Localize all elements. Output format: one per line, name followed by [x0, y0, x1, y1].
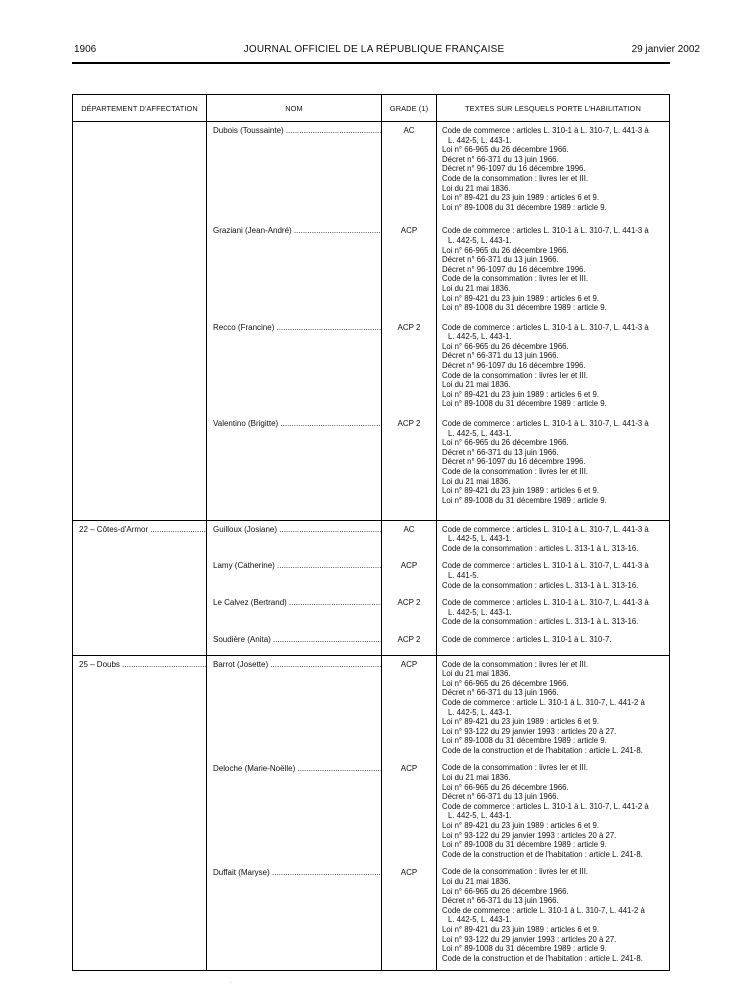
legal-text-line: L. 442-5, L. 443-1.	[448, 332, 512, 342]
legal-text-line: Code de la consommation : articles L. 313-1 à L. 313-16.	[442, 580, 639, 590]
legal-text-line: Loi n° 66-965 du 26 décembre 1966.	[442, 341, 569, 351]
legal-text-line: L. 442-5, L. 443-1.	[448, 707, 512, 717]
legal-text-line: Code de la consommation : livres Ier et III.	[442, 763, 589, 773]
legal-text-line: Loi n° 89-421 du 23 juin 1989 : articles 6 et 9.	[442, 389, 599, 399]
legal-text-line: Loi du 21 mai 1836.	[442, 773, 511, 783]
grade-value: ACP 2	[397, 598, 421, 608]
entry-spacer	[442, 859, 665, 867]
person-name: Guilloux (Josiane) .....	[207, 525, 381, 562]
department-cell	[73, 122, 207, 521]
grade-value: ACP 2	[397, 419, 421, 429]
person-name: Soudière (Anita) .....	[207, 635, 381, 655]
legal-text-line: Loi du 21 mai 1836.	[442, 877, 511, 887]
legal-text-line: Décret n° 66-371 du 13 juin 1966.	[442, 688, 559, 698]
header-texts: TEXTES SUR LESQUELS PORTE L'HABILITATION	[437, 95, 670, 122]
legal-text-line: Loi n° 89-421 du 23 juin 1989 : articles 6 et 9.	[442, 924, 599, 934]
legal-text-line: Loi n° 66-965 du 26 décembre 1966.	[442, 245, 569, 255]
legal-text-line: Code de commerce : articles L. 310-1 à L. 310-7, L. 441-3 à	[442, 598, 649, 608]
legal-text-line: Décret n° 96-1097 du 16 décembre 1996.	[442, 164, 586, 174]
entry-spacer	[442, 505, 665, 519]
entry-spacer	[442, 553, 665, 561]
legal-text-line: Code de la consommation : livres Ier et III.	[442, 867, 589, 877]
grade-value: AC	[403, 126, 415, 135]
grade-cell	[382, 122, 437, 521]
legal-text-line: Décret n° 96-1097 du 16 décembre 1996.	[442, 264, 586, 274]
legal-text-line: Décret n° 96-1097 du 16 décembre 1996.	[442, 457, 586, 467]
legal-text-line: Loi n° 66-965 du 26 décembre 1966.	[442, 438, 569, 448]
grade-value: ACP	[400, 867, 418, 877]
page-mark: ·	[230, 980, 232, 986]
entry-spacer	[442, 627, 665, 635]
name-cell	[207, 655, 382, 970]
legal-text-line: L. 441-5.	[448, 570, 479, 580]
header-grade: GRADE (1)	[382, 95, 437, 122]
legal-text-line: Loi du 21 mai 1836.	[442, 380, 511, 390]
legal-text-line: L. 442-5, L. 443-1.	[448, 428, 512, 438]
department-label: 22 – Côtes-d'Armor .....	[79, 525, 206, 535]
person-name: Duffait (Maryse) .....	[207, 868, 381, 970]
legal-text-line: Code de commerce : articles L. 310-1 à L. 310-7, L. 441-3 à	[442, 126, 649, 135]
header-department: DÉPARTEMENT D'AFFECTATION	[73, 95, 207, 122]
legal-text-line: Code de commerce : articles L. 310-1 à L. 310-7, L. 441-3 à	[442, 561, 649, 571]
journal-title: JOURNAL OFFICIEL DE LA RÉPUBLIQUE FRANÇAISE	[243, 44, 505, 55]
legal-text-line: Loi n° 89-1008 du 31 décembre 1989 : article 9.	[442, 736, 607, 746]
person-name: Dubois (Toussainte) .....	[207, 126, 381, 226]
legal-text-line: Loi n° 89-421 du 23 juin 1989 : articles 6 et 9.	[442, 717, 599, 727]
entry-spacer	[442, 409, 665, 419]
legal-text-line: Décret n° 66-371 du 13 juin 1966.	[442, 351, 559, 361]
legal-text-line: Loi n° 89-1008 du 31 décembre 1989 : article 9.	[442, 303, 607, 313]
legal-text-line: Code de commerce : articles L. 310-1 à L. 310-7, L. 441-2 à	[442, 801, 649, 811]
legal-text-line: Loi n° 89-1008 du 31 décembre 1989 : article 9.	[442, 840, 607, 850]
issue-date: 29 janvier 2002	[631, 44, 700, 55]
header-name: NOM	[207, 95, 382, 122]
legal-text-line: Code de la consommation : articles L. 313-1 à L. 313-16.	[442, 617, 639, 627]
legal-text-line: Loi n° 89-421 du 23 juin 1989 : articles 6 et 9.	[442, 821, 599, 831]
entry-spacer	[442, 645, 665, 655]
legal-text-line: Loi n° 89-1008 du 31 décembre 1989 : article 9.	[442, 399, 607, 409]
legal-text-line: Code de la consommation : livres Ier et III.	[442, 370, 589, 380]
entry-spacer	[442, 963, 665, 969]
legal-text-line: Code de la consommation : livres Ier et III.	[442, 659, 589, 669]
legal-text-line: Décret n° 66-371 du 13 juin 1966.	[442, 255, 559, 265]
legal-text-line: Loi n° 89-421 du 23 juin 1989 : articles 6 et 9.	[442, 293, 599, 303]
legal-text-line: Décret n° 66-371 du 13 juin 1966.	[442, 792, 559, 802]
legal-text-line: Loi n° 89-1008 du 31 décembre 1989 : article 9.	[442, 944, 607, 954]
department-cell	[73, 520, 207, 655]
person-name: Deloche (Marie-Noëlle) .....	[207, 764, 381, 868]
legal-text-line: Décret n° 96-1097 du 16 décembre 1996.	[442, 361, 586, 371]
legal-text-line: Code de commerce : articles L. 310-1 à L. 310-7, L. 441-3 à	[442, 419, 649, 429]
legal-text-line: Loi n° 66-965 du 26 décembre 1966.	[442, 782, 569, 792]
legal-text-line: Code de la consommation : livres Ier et III.	[442, 467, 589, 476]
legal-text-line: Code de commerce : articles L. 310-1 à L. 310-7.	[442, 634, 612, 644]
table-header-row	[73, 95, 670, 122]
legal-text-line: Loi n° 89-1008 du 31 décembre 1989 : article 9.	[442, 495, 607, 505]
legal-text-line: Code de commerce : articles L. 310-1 à L. 310-7, L. 441-3 à	[442, 322, 649, 332]
legal-text-line: Décret n° 66-371 du 13 juin 1966.	[442, 154, 559, 164]
department-group	[73, 122, 670, 521]
legal-text-line: Loi n° 66-965 du 26 décembre 1966.	[442, 678, 569, 688]
person-name: Graziani (Jean-André) .....	[207, 226, 381, 322]
legal-text-line: Loi n° 89-421 du 23 juin 1989 : articles 6 et 9.	[442, 486, 599, 496]
legal-text-line: Loi n° 93-122 du 29 janvier 1993 : articles 20 à 27.	[442, 830, 617, 840]
person-name: Le Calvez (Bertrand) .....	[207, 598, 381, 635]
legal-text-line: L. 442-5, L. 443-1.	[448, 607, 512, 617]
legal-text-line: Loi n° 93-122 du 29 janvier 1993 : articles 20 à 27.	[442, 934, 617, 944]
legal-text-line: Code de la construction et de l'habitation : article L. 241-8.	[442, 953, 643, 963]
person-name: Lamy (Catherine) .....	[207, 561, 381, 598]
legal-text-line: L. 442-5, L. 443-1.	[448, 235, 512, 245]
grade-value: ACP	[400, 561, 418, 571]
person-name: Barrot (Josette) .....	[207, 660, 381, 764]
page-number: 1906	[74, 44, 97, 55]
legal-text-line: Code de la construction et de l'habitation : article L. 241-8.	[442, 849, 643, 859]
legal-text-line: Code de la consommation : articles L. 313-1 à L. 313-16.	[442, 543, 639, 553]
legal-text-line: Décret n° 66-371 du 13 juin 1966.	[442, 447, 559, 457]
grade-value: ACP	[400, 763, 418, 773]
department-cell	[73, 655, 207, 970]
legal-text-line: Loi du 21 mai 1836.	[442, 669, 511, 679]
legal-text-line: Loi du 21 mai 1836.	[442, 183, 511, 193]
legal-text-line: Code de commerce : articles L. 310-1 à L. 310-7, L. 441-3 à	[442, 524, 649, 534]
grade-cell	[382, 655, 437, 970]
name-cell	[207, 122, 382, 521]
legal-text-line: Loi n° 66-965 du 26 décembre 1966.	[442, 145, 569, 155]
habilitation-table	[72, 94, 670, 971]
legal-text-line: Code de la consommation : livres Ier et III.	[442, 274, 589, 284]
department-group	[73, 520, 670, 655]
legal-text-line: Code de la consommation : livres Ier et III.	[442, 173, 589, 183]
grade-value: AC	[403, 524, 415, 534]
name-cell	[207, 520, 382, 655]
header-rule	[72, 62, 670, 64]
department-label: 25 – Doubs .....	[79, 660, 206, 670]
legal-text-line: Loi du 21 mai 1836.	[442, 283, 511, 293]
legal-text-line: Loi n° 89-1008 du 31 décembre 1989 : article 9.	[442, 202, 607, 212]
legal-text-line: Loi n° 89-421 du 23 juin 1989 : articles 6 et 9.	[442, 193, 599, 203]
grade-cell	[382, 520, 437, 655]
entry-spacer	[442, 313, 665, 323]
entry-spacer	[442, 755, 665, 763]
grade-value: ACP	[400, 226, 418, 236]
legal-text-line: Loi n° 66-965 du 26 décembre 1966.	[442, 886, 569, 896]
person-name: Recco (Francine) .....	[207, 323, 381, 419]
legal-text-line: L. 442-5, L. 443-1.	[448, 534, 512, 544]
legal-text-line: Loi du 21 mai 1836.	[442, 476, 511, 486]
texts-cell	[437, 122, 670, 521]
legal-text-line: Décret n° 66-371 du 13 juin 1966.	[442, 896, 559, 906]
legal-text-line: Loi n° 93-122 du 29 janvier 1993 : articles 20 à 27.	[442, 726, 617, 736]
texts-cell	[437, 520, 670, 655]
entry-spacer	[442, 590, 665, 598]
department-group	[73, 655, 670, 970]
legal-text-line: Code de la construction et de l'habitation : article L. 241-8.	[442, 745, 643, 755]
grade-value: ACP	[400, 659, 418, 669]
entry-spacer	[442, 212, 665, 226]
legal-text-line: Code de commerce : articles L. 310-1 à L. 310-7, L. 441-3 à	[442, 226, 649, 236]
grade-value: ACP 2	[397, 322, 421, 332]
legal-text-line: L. 442-5, L. 443-1.	[448, 915, 512, 925]
legal-text-line: L. 442-5, L. 443-1.	[448, 811, 512, 821]
person-name: Valentino (Brigitte) .....	[207, 419, 381, 519]
legal-text-line: Code de commerce : article L. 310-1 à L. 310-7, L. 441-2 à	[442, 905, 645, 915]
legal-text-line: Code de commerce : article L. 310-1 à L. 310-7, L. 441-2 à	[442, 697, 645, 707]
grade-value: ACP 2	[397, 634, 421, 644]
legal-text-line: L. 442-5, L. 443-1.	[448, 135, 512, 145]
texts-cell	[437, 655, 670, 970]
